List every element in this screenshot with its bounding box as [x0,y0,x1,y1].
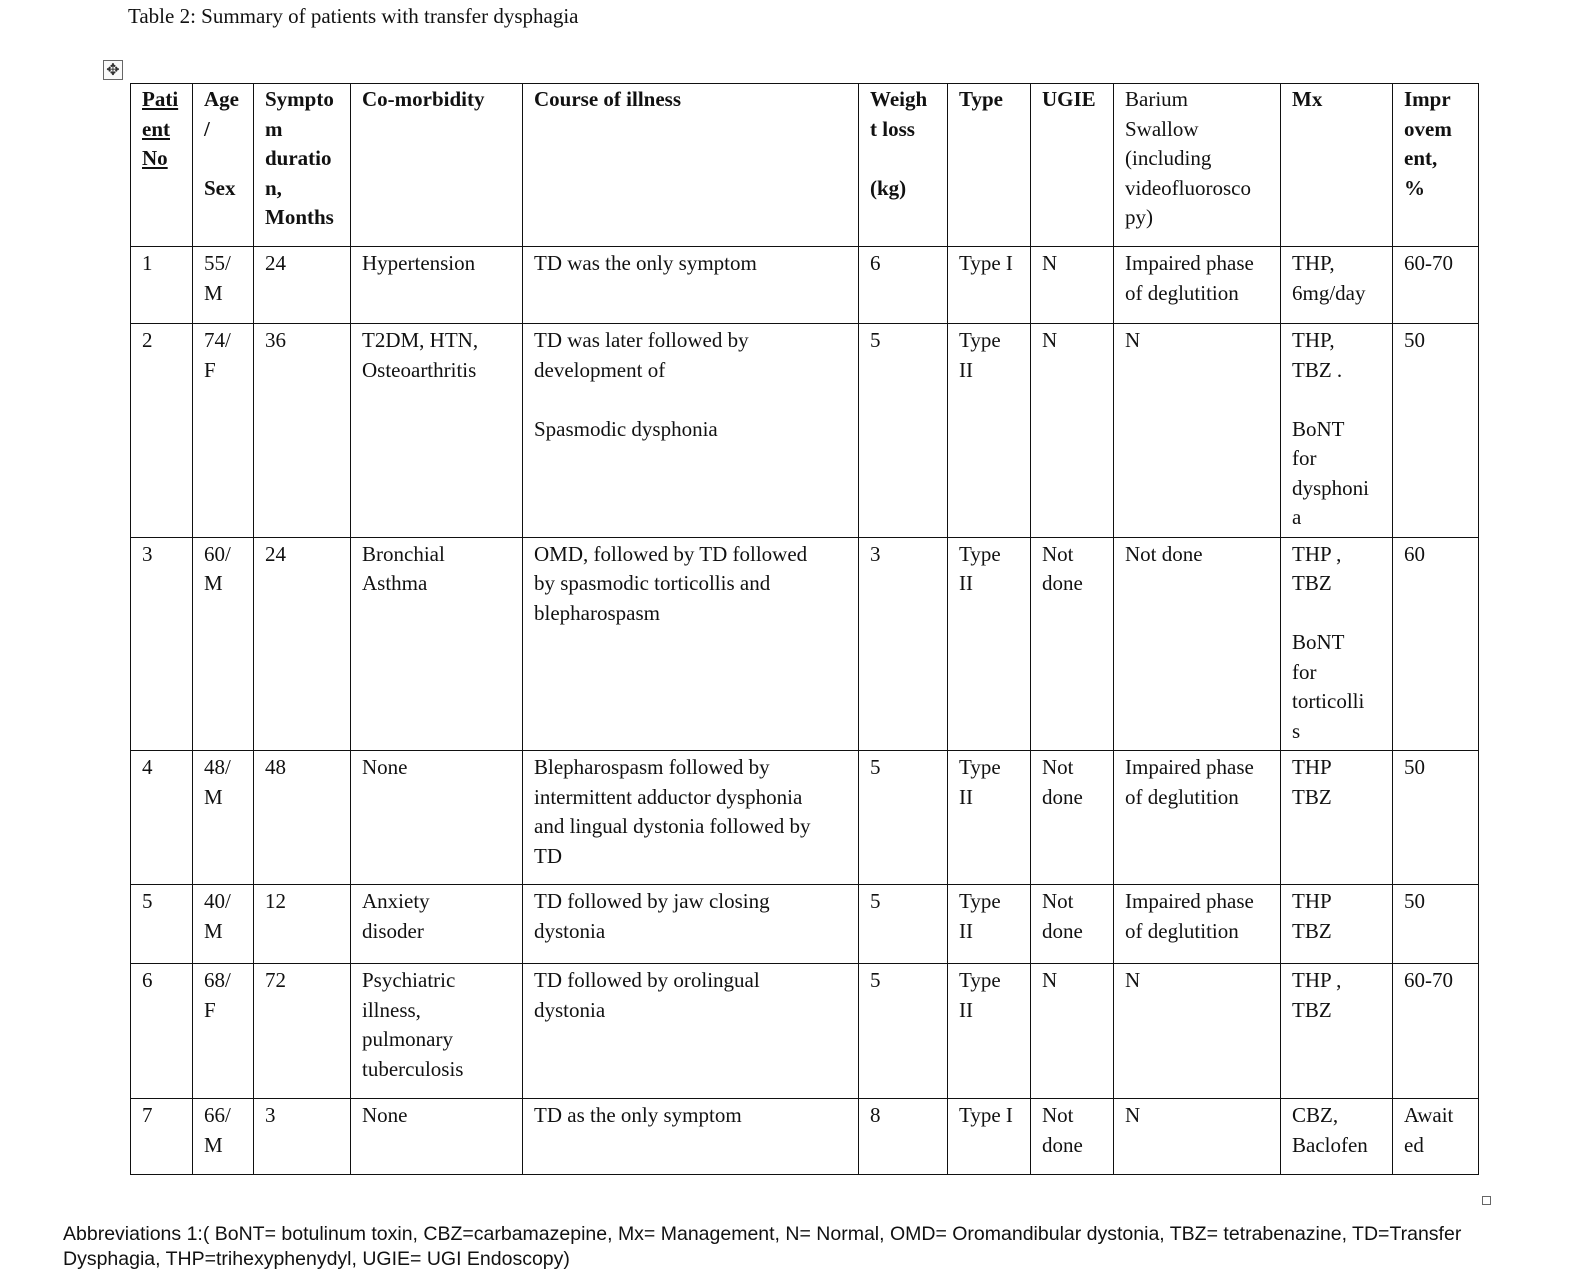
cell-text: Hypertension [362,251,476,275]
cell-text: THP TBZ [1292,755,1332,809]
cell-text: THP, TBZ . BoNT for dysphoni a [1292,328,1370,529]
cell-text: N [1125,1103,1141,1127]
cell-age-sex [193,537,254,751]
cell-barium-swallow [1114,751,1281,885]
cell-text: CBZ, Baclofen [1292,1103,1368,1157]
header-improvement: Impr ovem ent, % [1393,84,1479,247]
cell-course-of-illness [523,324,859,538]
table-resize-handle[interactable] [1482,1196,1491,1205]
cell-text: 48 [265,755,286,779]
cell-text: 72 [265,968,286,992]
cell-text: 6 [870,251,881,275]
cell-text: OMD, followed by TD followed by spasmodic torticollis and blepharospasm [534,541,808,625]
cell-course-of-illness [523,1099,859,1175]
cell-improvement [1393,324,1479,538]
cell-type [948,1099,1031,1175]
cell-barium-swallow [1114,324,1281,538]
cell-barium-swallow [1114,885,1281,964]
cell-patient-no [131,885,193,964]
cell-ugie [1031,1099,1114,1175]
cell-text: 50 [1404,889,1425,913]
cell-text: 5 [870,968,881,992]
cell-text: TD followed by jaw closing dystonia [534,889,770,943]
cell-age-sex [193,247,254,324]
cell-text: 5 [142,889,153,913]
cell-barium-swallow [1114,964,1281,1099]
cell-comorbidity [351,247,523,324]
cell-weight-loss [859,1099,948,1175]
cell-barium-swallow [1114,537,1281,751]
cell-patient-no [131,751,193,885]
cell-text: 5 [870,889,881,913]
cell-patient-no [131,964,193,1099]
cell-course-of-illness [523,537,859,751]
cell-text: 5 [870,755,881,779]
cell-course-of-illness [523,751,859,885]
cell-type [948,751,1031,885]
cell-improvement [1393,885,1479,964]
cell-course-of-illness [523,247,859,324]
cell-ugie [1031,324,1114,538]
cell-text: 60/ M [204,541,231,595]
cell-weight-loss [859,247,948,324]
cell-text: Type II [959,755,1001,809]
cell-symptom-duration [254,247,351,324]
cell-comorbidity [351,964,523,1099]
cell-type [948,537,1031,751]
cell-text: None [362,755,408,779]
cell-text: N [1042,968,1058,992]
cell-weight-loss [859,537,948,751]
cell-comorbidity [351,751,523,885]
cell-text: THP, 6mg/day [1292,251,1366,305]
cell-text: 7 [142,1103,153,1127]
cell-weight-loss [859,964,948,1099]
cell-text: Type II [959,889,1001,943]
table-row [131,751,1479,885]
cell-course-of-illness [523,964,859,1099]
cell-text: Type I [959,251,1013,275]
cell-text: Impaired phase of deglutition [1125,251,1254,305]
cell-improvement [1393,751,1479,885]
cell-text: Impaired phase of deglutition [1125,889,1254,943]
header-course-of-illness: Course of illness [523,84,859,247]
cell-type [948,324,1031,538]
header-symptom-duration: Sympto m duratio n, Months [254,84,351,247]
cell-age-sex [193,1099,254,1175]
cell-text: 50 [1404,328,1425,352]
cell-text: TD was the only symptom [534,251,757,275]
cell-type [948,964,1031,1099]
cell-age-sex [193,885,254,964]
cell-text: 60-70 [1404,968,1453,992]
cell-mx [1281,324,1393,538]
cell-text: TD followed by orolingual dystonia [534,968,760,1022]
cell-improvement [1393,964,1479,1099]
cell-improvement [1393,247,1479,324]
cell-text: Anxiety disoder [362,889,430,943]
table-row [131,964,1479,1099]
cell-text: Impaired phase of deglutition [1125,755,1254,809]
patients-table [130,83,1479,1175]
table-header-row [131,84,1479,247]
table-row [131,1099,1479,1175]
cell-barium-swallow [1114,247,1281,324]
cell-text: N [1042,251,1058,275]
cell-age-sex [193,751,254,885]
cell-text: 66/ M [204,1103,231,1157]
table-move-handle-icon[interactable]: ✥ [103,60,123,80]
cell-text: Not done [1125,541,1203,566]
table-title: Table 2: Summary of patients with transfer dysphagia [128,4,579,28]
cell-text: 74/ F [204,328,231,382]
cell-mx [1281,247,1393,324]
header-patient-no: Pati ent No [131,84,193,247]
cell-text: 24 [265,541,286,566]
cell-text: Type I [959,1103,1013,1127]
cell-symptom-duration [254,537,351,751]
cell-text: 2 [142,328,153,352]
cell-text: THP , TBZ [1292,968,1342,1022]
cell-text: 24 [265,251,286,275]
table-row [131,537,1479,751]
cell-ugie [1031,751,1114,885]
cell-text: Not done [1042,1103,1083,1157]
cell-text: THP TBZ [1292,889,1332,943]
cell-weight-loss [859,751,948,885]
cell-symptom-duration [254,964,351,1099]
cell-text: 40/ M [204,889,231,943]
cell-text: Await ed [1404,1103,1454,1157]
cell-text: N [1125,968,1141,992]
cell-improvement [1393,1099,1479,1175]
cell-patient-no [131,537,193,751]
cell-symptom-duration [254,1099,351,1175]
cell-symptom-duration [254,751,351,885]
cell-course-of-illness [523,885,859,964]
cell-text: N [1042,328,1058,352]
header-mx: Mx [1281,84,1393,247]
cell-ugie [1031,537,1114,751]
header-comorbidity: Co-morbidity [351,84,523,247]
cell-symptom-duration [254,324,351,538]
cell-mx [1281,964,1393,1099]
cell-symptom-duration [254,885,351,964]
cell-age-sex [193,324,254,538]
header-type: Type [948,84,1031,247]
cell-text: N [1125,328,1141,352]
cell-type [948,885,1031,964]
cell-improvement [1393,537,1479,751]
cell-text: Bronchial Asthma [362,541,445,595]
cell-text: 36 [265,328,286,352]
cell-text: 8 [870,1103,881,1127]
cell-text: TD as the only symptom [534,1103,742,1127]
cell-text: Not done [1042,541,1083,595]
table-row [131,324,1479,538]
cell-text: 3 [265,1103,276,1127]
cell-text: Blepharospasm followed by intermittent adductor dysphonia and lingual dystonia followed by TD [534,755,811,868]
cell-text: None [362,1103,408,1127]
table-row [131,247,1479,324]
cell-text: 48/ M [204,755,231,809]
cell-text: Type II [959,541,1001,595]
cell-text: 4 [142,755,153,779]
cell-text: 1 [142,251,153,275]
cell-comorbidity [351,537,523,751]
cell-age-sex [193,964,254,1099]
cell-text: THP , TBZ BoNT for torticolli s [1292,541,1365,743]
cell-text: 60-70 [1404,251,1453,275]
cell-type [948,247,1031,324]
cell-weight-loss [859,324,948,538]
cell-text: Not done [1042,755,1083,809]
abbreviations-footnote: Abbreviations 1:( BoNT= botulinum toxin, CBZ=carbamazepine, Mx= Management, N= Normal, OMD= Oromandibular dystonia, TBZ= tetrabenazine, TD=Transfer Dysphagia, THP=trihexyphenydyl, UGIE= UGI Endoscopy) [63,1223,1462,1270]
header-age-sex: Age / Sex [193,84,254,247]
cell-ugie [1031,964,1114,1099]
cell-mx [1281,537,1393,751]
cell-comorbidity [351,324,523,538]
header-ugie: UGIE [1031,84,1114,247]
cell-comorbidity [351,885,523,964]
cell-text: 55/ M [204,251,231,305]
cell-text: 5 [870,328,881,352]
cell-text: TD was later followed by development of Spasmodic dysphonia [534,328,749,441]
header-weight-loss: Weigh t loss (kg) [859,84,948,247]
cell-text: 50 [1404,755,1425,779]
cell-patient-no [131,247,193,324]
cell-text: Type II [959,328,1001,382]
cell-text: 68/ F [204,968,231,1022]
cell-patient-no [131,1099,193,1175]
cell-text: T2DM, HTN, Osteoarthritis [362,328,479,382]
cell-text: Not done [1042,889,1083,943]
cell-weight-loss [859,885,948,964]
cell-text: 12 [265,889,286,913]
cell-ugie [1031,247,1114,324]
cell-text: 3 [142,541,153,566]
cell-ugie [1031,885,1114,964]
table-row [131,885,1479,964]
cell-mx [1281,751,1393,885]
cell-mx [1281,1099,1393,1175]
cell-text: 60 [1404,541,1425,566]
cell-mx [1281,885,1393,964]
cell-text: 6 [142,968,153,992]
header-barium-swallow: Barium Swallow (including videofluorosco py) [1114,84,1281,247]
cell-text: 3 [870,541,881,566]
cell-text: Type II [959,968,1001,1022]
cell-patient-no [131,324,193,538]
cell-comorbidity [351,1099,523,1175]
cell-text: Psychiatric illness, pulmonary tuberculosis [362,968,464,1081]
cell-barium-swallow [1114,1099,1281,1175]
